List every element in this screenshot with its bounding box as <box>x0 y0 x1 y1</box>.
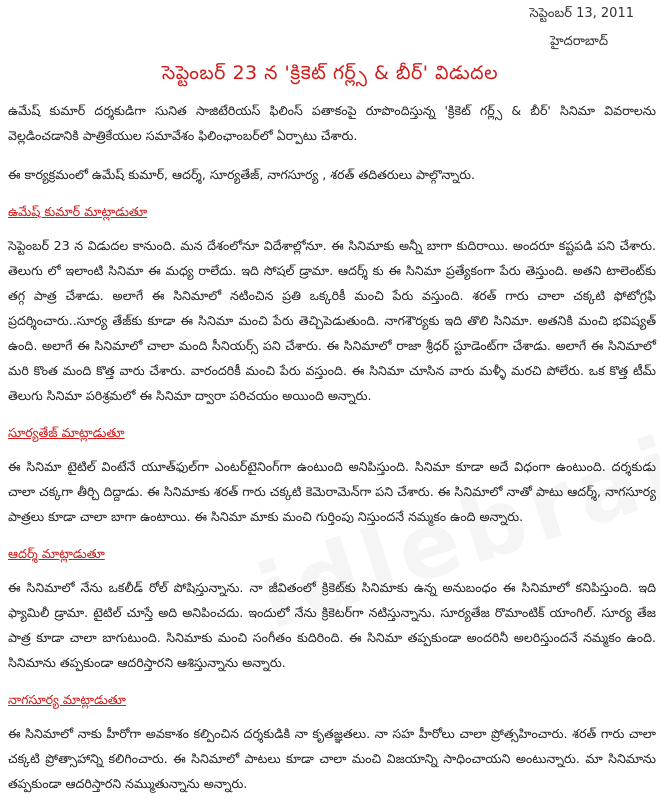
section-heading-umesh: ఉమేష్ కుమార్ మాట్లాడుతూ <box>8 204 148 219</box>
article-body <box>8 98 656 810</box>
section-heading-nagasurya: నాగసూర్య మాట్లాడుతూ <box>8 692 126 707</box>
article-place: హైదరాబాద్ <box>550 34 608 49</box>
section-text-umesh: సెప్టెంబర్ 23 న విడుదల కానుంది. మన దేశంలోనూ విదేశాల్లోనూ. ఈ సినిమాకు అన్నీ బాగా కుదిరాయి. అందరూ కష్టపడి పని చేశారు. తెలుగు లో ఇలాంటి సినిమా ఈ మధ్య రాలేదు. ఇది సోషల్ డ్రామా. ఆదర్శ్ కు ఈ సినిమా ప్రత్యేకంగా పేరు తెస్తుంది. అతని టాలెంట్‌కు తగ్గ పాత్ర చేశాడు. అలాగే ఈ సినిమాలో నటించిన ప్రతి ఒక్కరికీ మంచి పేరు వస్తుంది. శరత్ గారు చాలా చక్కటి ఫోటోగ్రఫి ప్రదర్శించారు..సూర్య తేజ్‌కు కూడా ఈ సినిమా మంచి పేరు తెచ్చిపెడుతుంది. నాగశౌర్యకు ఇది తొలి సినిమా. అతనికి మంచి భవిష్యత్ ఉంది. అలాగే ఈ సినిమాలో చాలా మంది సీనియర్స్ పని చేశారు. ఈ సినిమాలో రాజా శ్రీధర్ స్టూడెంట్‌గా చేశాడు. అలాగే ఈ సినిమాలో మరి కొంత మంది కొత్త వారు చేశారు. వారందరికీ మంచి పేరు వస్తుంది. ఈ సినిమా చూసిన వారు మళ్ళీ మరచి పోలేరు. ఒక కొత్త టీమ్ తెలుగు సినిమా పరిశ్రమలో ఈ సినిమా ద్వారా పరిచయం అయింది అన్నారు. <box>8 238 656 403</box>
section-heading-suryateja: సూర్యతేజ్ మాట్లాడుతూ <box>8 425 125 440</box>
article-date: సెప్టెంబర్ 13, 2011 <box>529 6 634 21</box>
intro-paragraph: ఈ కార్యక్రమంలో ఉమేష్ కుమార్, ఆదర్శ్, సూర్యతేజ్, నాగసూర్య , శరత్ తదితరులు పాల్గొన్నారు. <box>8 167 476 182</box>
article-title: సెప్టెంబర్ 23 న 'క్రికెట్ గర్ల్స్ & బీర్' విడుదల <box>161 62 499 84</box>
section-text-nagasurya: ఈ సినిమాలో నాకు హీరోగా అవకాశం కల్పించిన దర్శకుడికి నా కృతజ్ఞతలు. నా సహ హీరోలు చాలా ప్రోత్సహించారు. శరత్ గారు చాలా చక్కటి ప్రోత్సాహాన్ని కలిగించారు. ఈ సినిమాలో పాటలు కూడా చాలా మంచి విజయాన్ని సాధించాయని అంటున్నారు. మా సినిమాను తప్పకుండా ఆదరిస్తారని నమ్ముతున్నాను అన్నారు. <box>8 726 656 791</box>
intro-paragraph: ఉమేష్ కుమార్ దర్శకుడిగా సునిత సాజిటేరియస్ ఫిలింస్ పతాకంపై రూపొందిస్తున్న 'క్రికెట్ గర్ల్స్ & బీర్' సినిమా వివరాలను వెల్లడించడానికి పాత్రికేయుల సమావేశం ఫిలింఛాంబర్‌లో ఏర్పాటు చేశారు. <box>8 103 656 143</box>
section-text-adarsh: ఈ సినిమాలో నేను ఒకలీడ్ రోల్ పోషిస్తున్నాను. నా జీవితంలో క్రికెట్‌కు సినిమాకు ఉన్న అనుబంధం ఈ సినిమాలో కనిపిస్తుంది. ఇది ఫ్యామిలీ డ్రామా. టైటిల్ చూస్తే అది అనిపించదు. ఇందులో నేను క్రికెటర్‌గా నటిస్తున్నాను. సూర్యతేజ రొమాంటిక్ యాంగిల్. సూర్య తేజ పాత్ర కూడా చాలా బాగుటుంది. సినిమాకు మంచి సంగీతం కుదిరింది. ఈ సినిమా తప్పకుండా అందరినీ అలరిస్తుందనే నమ్మకం ఉంది. సినిమాను తప్పకుండా ఆదరిస్తారని ఆశిస్తున్నాను అన్నారు. <box>8 580 656 670</box>
section-heading-adarsh: ఆదర్శ్ మాట్లాడుతూ <box>8 546 105 561</box>
section-text-suryateja: ఈ సినిమా టైటిల్ వింటేనే యూత్‌ఫుల్‌గా ఎంటర్‌టైనింగ్‌గా ఉంటుంది అనిపిస్తుంది. సినిమా కూడా అదే విధంగా ఉంటుంది. దర్శకుడు చాలా చక్కగా తీర్చి దిద్దాడు. ఈ సినిమాకు శరత్ గారు చక్కటి కెమెరామెన్‌గా పని చేశారు. ఈ సినిమాలో నాతో పాటు ఆదర్శ్, నాగసూర్య పాత్రలు కూడా చాలా బాగా ఉంటాయి. ఈ సినిమా మాకు మంచి గుర్తింపు నిస్తుందనే నమ్మకం ఉంది అన్నారు. <box>8 459 656 524</box>
